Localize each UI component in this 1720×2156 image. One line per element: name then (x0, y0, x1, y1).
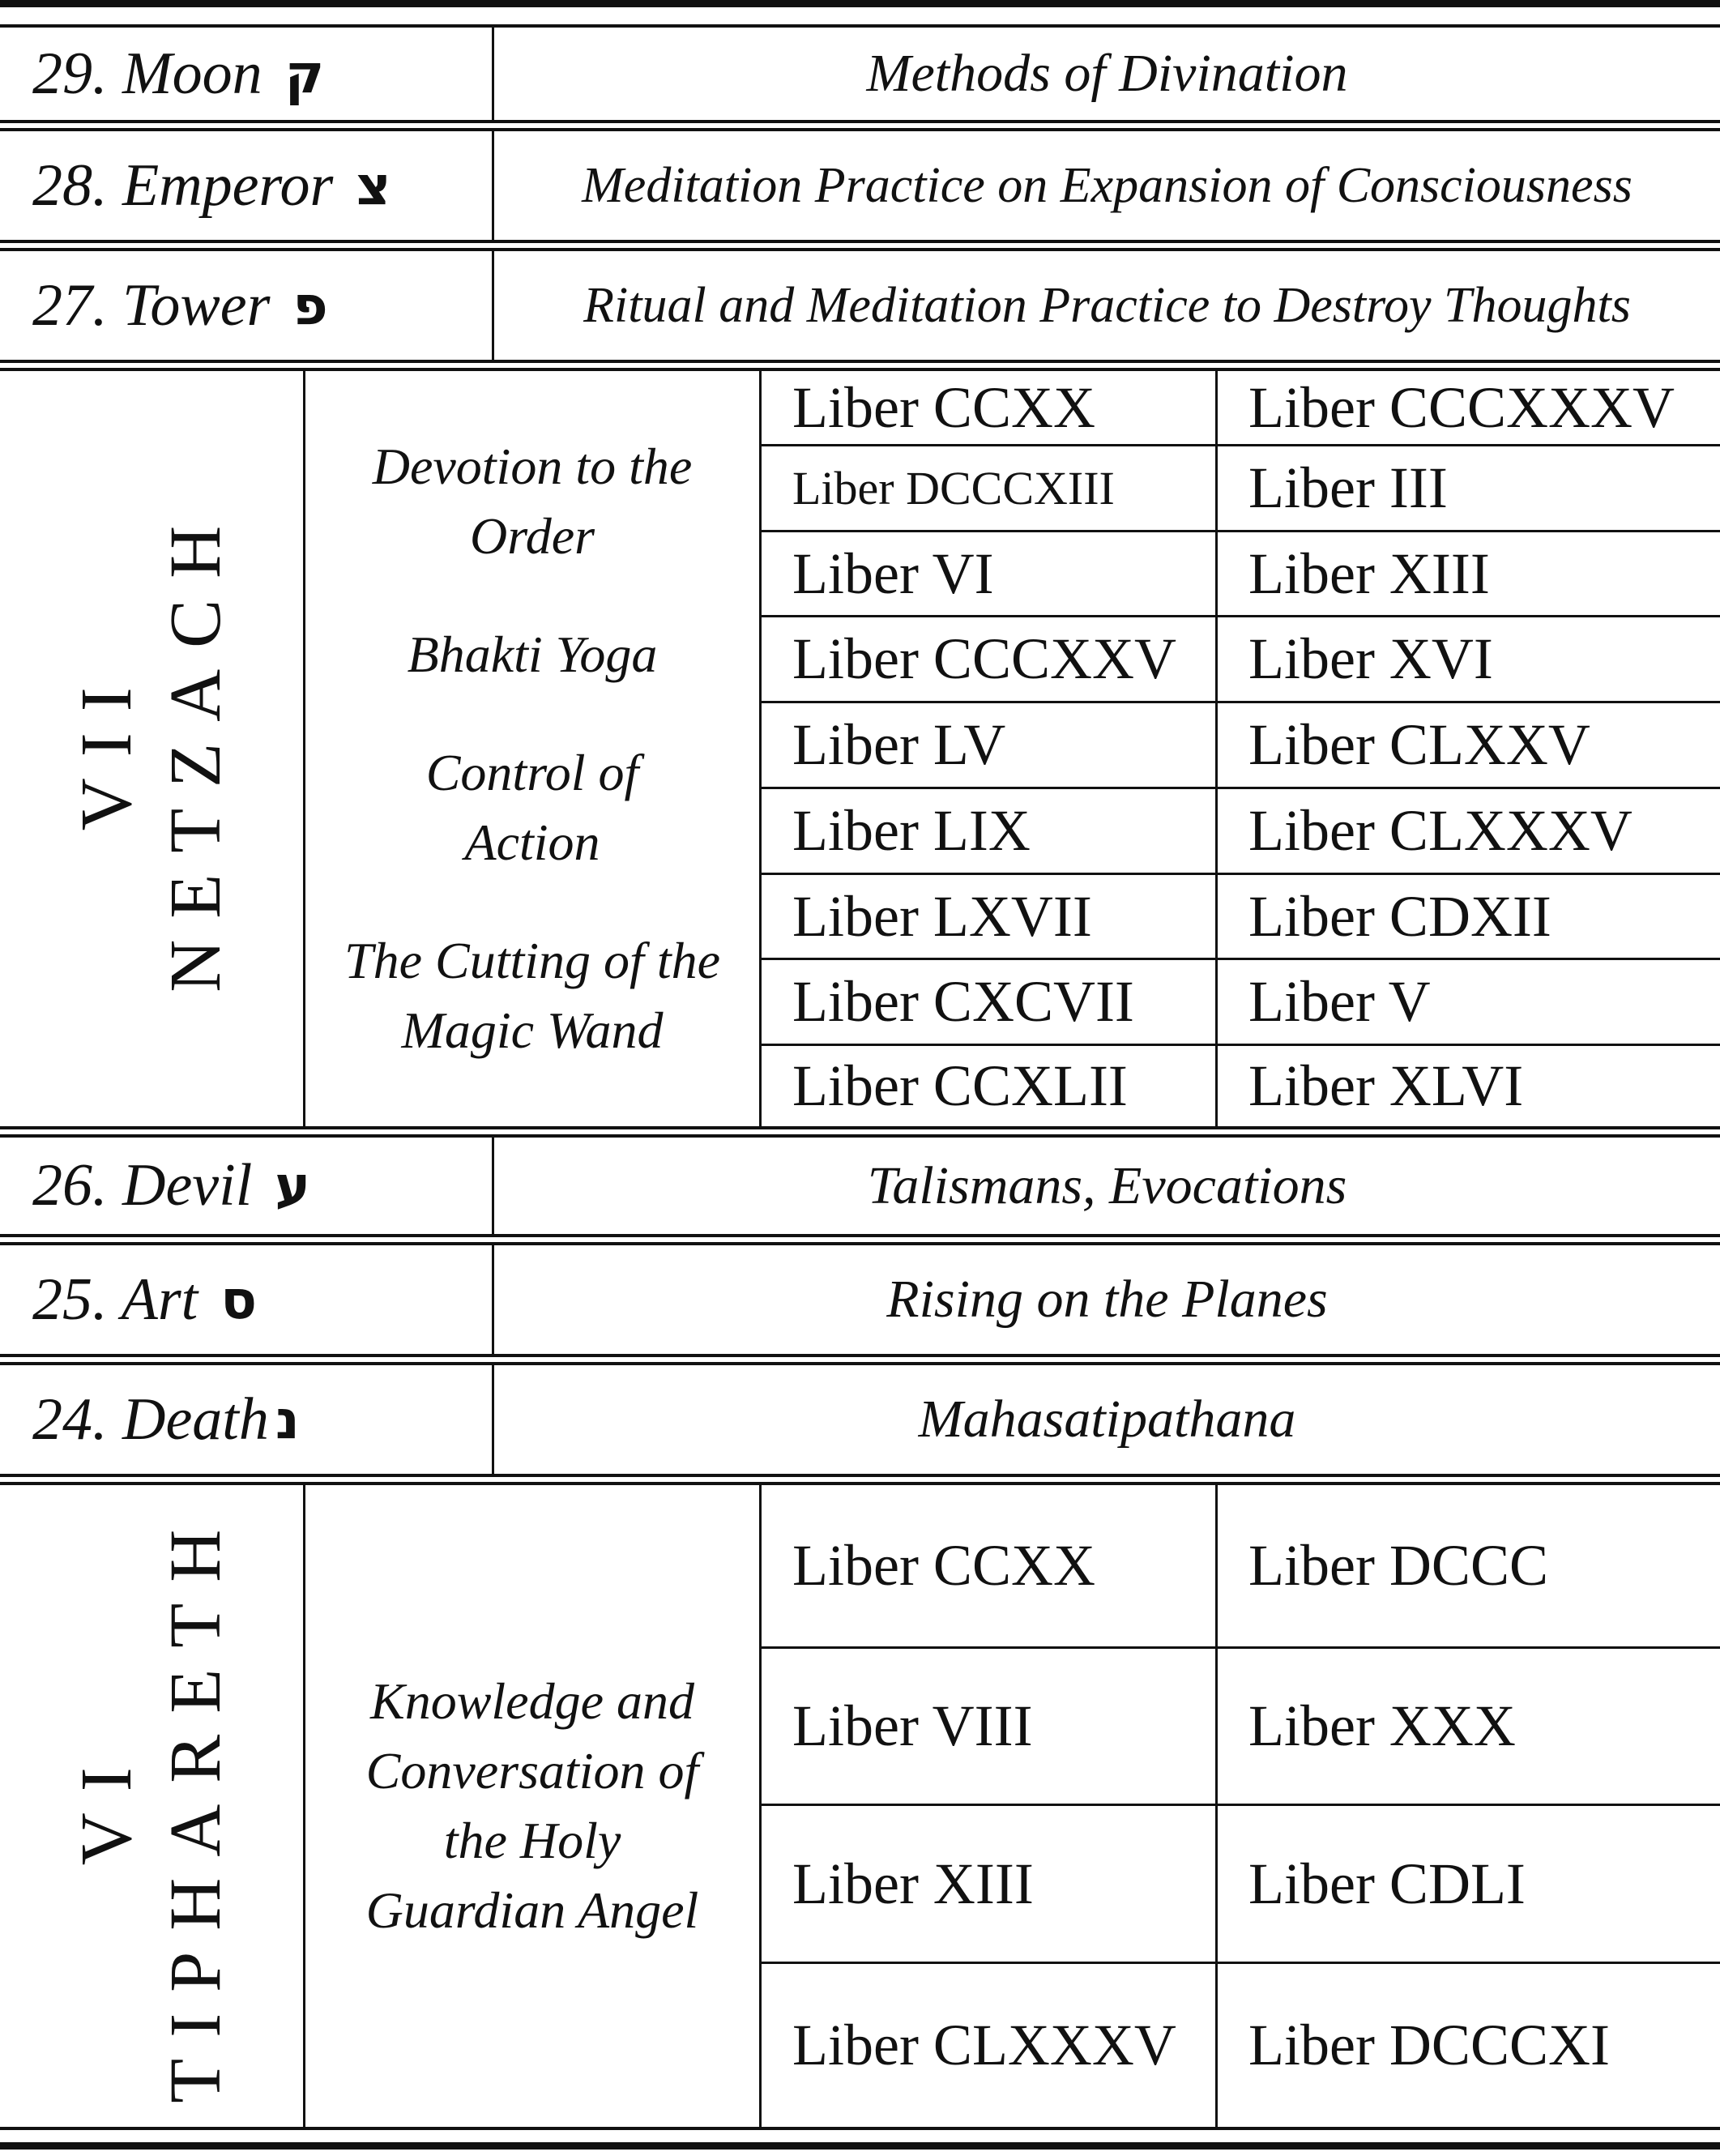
path-label-death (0, 1365, 492, 1474)
hebrew-letter-samekh: ס (220, 1268, 258, 1331)
liber-cell (1218, 1046, 1720, 1126)
liber-cell (1218, 371, 1720, 444)
liber-cell (762, 1046, 1215, 1126)
liber-text: Liber CLXXXV (1248, 798, 1633, 863)
liber-cell (762, 703, 1215, 787)
liber-text: Liber CCCXXXV (1248, 374, 1675, 440)
liber-cell (762, 875, 1215, 958)
path-label-art (0, 1245, 492, 1354)
liber-text: Liber CLXXV (1248, 712, 1590, 777)
practice-text: Rising on the Planes (886, 1270, 1328, 1329)
hebrew-letter-tzaddi: צ (356, 154, 391, 217)
liber-text: Liber CLXXXV (792, 2013, 1176, 2077)
top-border-thick (0, 0, 1720, 7)
liber-cell (762, 1806, 1215, 1962)
liber-cell (1218, 703, 1720, 787)
liber-cell (1218, 1964, 1720, 2127)
sephira-tiphareth (0, 1485, 303, 2127)
path-label-text: 27. Tower (32, 271, 271, 339)
bottom-border-thin (0, 2127, 1720, 2130)
liber-cell (762, 446, 1215, 530)
practice-text: Meditation Practice on Expansion of Consciousness (582, 157, 1633, 213)
sephira-name: NETZACH (156, 505, 237, 993)
path-label-text: 24. Death (32, 1385, 269, 1453)
liber-text: Liber XIII (792, 1851, 1034, 1916)
path-label-devil (0, 1138, 492, 1234)
bottom-border-thick (0, 2142, 1720, 2150)
divider (0, 120, 1720, 123)
practice-emperor (494, 131, 1720, 240)
sephira-title (62, 1509, 241, 2103)
netzach-topics (305, 371, 759, 1126)
divider (0, 240, 1720, 243)
topic-devotion: Devotion to the Order (372, 438, 693, 565)
divider (0, 1234, 1720, 1237)
liber-text: Liber CCCXXV (792, 626, 1176, 691)
liber-text: Liber V (1248, 969, 1431, 1034)
practice-devil (494, 1138, 1720, 1234)
sephira-netzach (0, 371, 303, 1126)
tiphareth-topics (305, 1485, 759, 2127)
liber-text: Liber III (1248, 455, 1448, 520)
liber-text: Liber CXCVII (792, 969, 1134, 1034)
liber-text: Liber DCCCXIII (792, 462, 1115, 514)
divider (0, 1126, 1720, 1129)
hebrew-letter-peh: פ (292, 274, 328, 337)
liber-text: Liber VI (792, 540, 994, 606)
topic-bhakti-yoga: Bhakti Yoga (407, 625, 658, 683)
liber-cell (1218, 789, 1720, 873)
liber-cell (1218, 875, 1720, 958)
practice-art (494, 1245, 1720, 1354)
liber-text: Liber XXX (1248, 1693, 1516, 1758)
topic-magic-wand: The Cutting of the Magic Wand (344, 932, 720, 1059)
liber-cell (762, 1649, 1215, 1804)
liber-cell (1218, 446, 1720, 530)
liber-cell (762, 960, 1215, 1044)
path-label-emperor (0, 131, 492, 240)
divider (0, 1354, 1720, 1357)
liber-text: Liber DCCCXI (1248, 2013, 1610, 2077)
liber-text: Liber CCXX (792, 374, 1095, 440)
sephira-name: TIPHARETH (156, 1509, 236, 2103)
divider (0, 360, 1720, 363)
path-label-text: 26. Devil (32, 1152, 253, 1219)
liber-cell (1218, 1806, 1720, 1962)
sephira-number: VII (66, 666, 147, 831)
liber-text: Liber VIII (792, 1693, 1033, 1758)
liber-cell (762, 617, 1215, 701)
liber-text: Liber CCXX (792, 1533, 1095, 1598)
liber-text: Liber DCCC (1248, 1533, 1548, 1598)
liber-cell (1218, 532, 1720, 615)
practice-death (494, 1365, 1720, 1474)
liber-text: Liber XVI (1248, 626, 1493, 691)
topic-control-of-action: Control of Action (425, 744, 639, 871)
practice-text: Ritual and Meditation Practice to Destroy Thoughts (583, 277, 1631, 333)
practice-text: Mahasatipathana (918, 1390, 1296, 1449)
practice-text: Talismans, Evocations (867, 1155, 1347, 1215)
path-label-text: 28. Emperor (32, 152, 334, 219)
hebrew-letter-ayin: ע (275, 1155, 311, 1217)
liber-text: Liber CDLI (1248, 1851, 1526, 1916)
liber-cell (762, 532, 1215, 615)
liber-text: Liber XLVI (1248, 1053, 1524, 1118)
path-label-text: 29. Moon (32, 40, 262, 107)
liber-cell (1218, 1649, 1720, 1804)
practice-text: Methods of Divination (866, 44, 1348, 103)
path-label-tower (0, 251, 492, 360)
liber-cell (1218, 960, 1720, 1044)
practice-tower (494, 251, 1720, 360)
liber-text: Liber LIX (792, 798, 1031, 863)
liber-text: Liber LV (792, 712, 1006, 777)
sephira-number: VI (66, 1746, 147, 1866)
liber-text: Liber CDXII (1248, 883, 1551, 949)
topic-holy-guardian-angel: Knowledge and Conversation of the Holy Guardian Angel (365, 1672, 699, 1939)
hebrew-letter-nun: נ (275, 1388, 300, 1451)
liber-cell (762, 1964, 1215, 2127)
divider (0, 1474, 1720, 1477)
path-label-moon (0, 28, 492, 120)
path-label-text: 25. Art (32, 1266, 198, 1333)
liber-text: Liber CCXLII (792, 1053, 1128, 1118)
liber-cell (762, 371, 1215, 444)
liber-text: Liber LXVII (792, 883, 1092, 949)
liber-cell (762, 789, 1215, 873)
practice-moon (494, 28, 1720, 120)
sephira-title (62, 505, 241, 993)
liber-cell (762, 1485, 1215, 1646)
liber-cell (1218, 1485, 1720, 1646)
liber-cell (1218, 617, 1720, 701)
liber-text: Liber XIII (1248, 540, 1490, 606)
hebrew-letter-qoph: ק (284, 42, 325, 105)
